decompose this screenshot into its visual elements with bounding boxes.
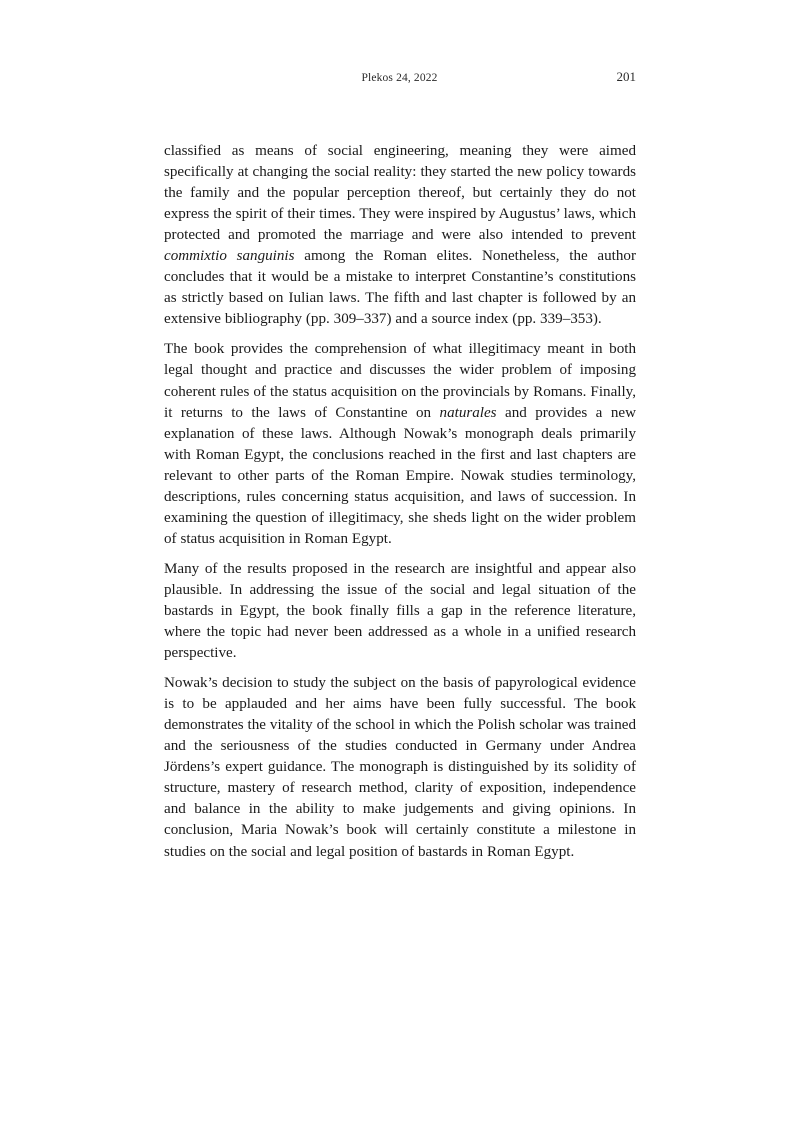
text-run: Many of the results proposed in the research are insightful and appear also plausible. In addressing the issue of the social and legal situation of the bastards in Egypt, the book finally fills a gap in the reference literature, where the topic had never been addressed as a whole in a unified research perspective. [164, 560, 636, 662]
text-run: among the Roman elites. Nonetheless, the author concludes that it would be a mistake to interpret Constantine’s constitutions as strictly based on Iulian laws. The fifth and last chapter is followed by an extensive bibliography (pp. 309–337) and a source index (pp. 339–353). [164, 248, 636, 328]
paragraph-1 [164, 141, 636, 330]
text-run: The book provides the comprehension of what illegitimacy meant in both legal thought and practice and discusses the wider problem of imposing coherent rules of the status acquisition on the provincials by Romans. Finally, it returns to the laws of Constantine on [164, 341, 636, 421]
paragraph-4 [164, 673, 636, 862]
body-text-column [164, 141, 636, 863]
latin-term-italic: naturales [439, 404, 497, 421]
text-run: and provides a new explanation of these laws. Although Nowak’s monograph deals primarily with Roman Egypt, the conclusions reached in the first and last chapters are relevant to other parts of the Roman Empire. Nowak studies terminology, descriptions, rules concerning status acquisition, and laws of succession. In examining the question of illegitimacy, she sheds light on the wider problem of status acquisition in Roman Egypt. [164, 404, 636, 547]
paragraph-3 [164, 559, 636, 664]
running-head-journal-title: Plekos 24, 2022 [361, 72, 438, 84]
running-head [0, 69, 799, 92]
latin-term-italic: commixtio sanguinis [164, 248, 295, 265]
paragraph-2 [164, 339, 636, 549]
text-run: Nowak’s decision to study the subject on the basis of papyrological evidence is to be applauded and her aims have been fully successful. The book demonstrates the vitality of the school in which the Polish scholar was trained and the seriousness of the studies conducted in Germany under Andrea Jördens’s expert guidance. The monograph is distinguished by its solidity of structure, mastery of research method, clarity of exposition, independence and balance in the ability to make judgements and giving opinions. In conclusion, Maria Nowak’s book will certainly constitute a milestone in studies on the social and legal position of bastards in Roman Egypt. [164, 675, 636, 860]
text-run: classified as means of social engineering, meaning they were aimed specifically at changing the social reality: they started the new policy towards the family and the popular perception thereof, but certainly they do not express the spirit of their times. They were inspired by Augustus’ laws, which protected and promoted the marriage and were also intended to prevent [164, 143, 636, 244]
page-number: 201 [616, 69, 636, 84]
